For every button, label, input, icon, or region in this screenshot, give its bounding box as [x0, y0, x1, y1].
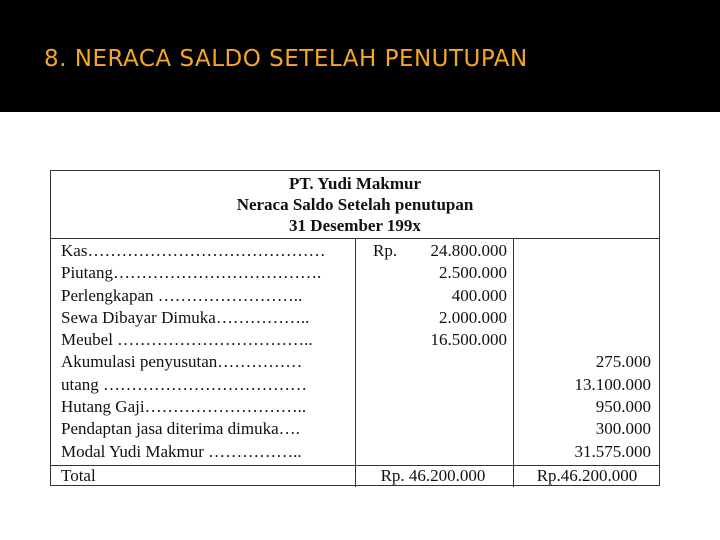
debit-amount: 16.500.000 [430, 330, 507, 350]
debit-amount: 24.800.000 [430, 241, 507, 260]
account-name: Kas…………………………………… [61, 241, 326, 260]
total-debit-amount: Rp. 46.200.000 [380, 466, 486, 485]
table-header [51, 171, 659, 239]
slide-title: 8. NERACA SALDO SETELAH PENUTUPAN [44, 46, 528, 72]
table-row [51, 307, 659, 329]
credit-amount: 950.000 [595, 397, 651, 417]
trial-balance-table [50, 170, 660, 486]
account-name: Piutang………………………………. [61, 263, 322, 283]
total-credit-amount: Rp.46.200.000 [536, 466, 638, 485]
account-name: utang ……………………………… [61, 374, 308, 394]
account-name: Modal Yudi Makmur …………….. [61, 441, 302, 461]
debit-amount: 400.000 [451, 285, 507, 305]
table-row [51, 329, 659, 351]
table-row [51, 441, 659, 463]
table-row [51, 351, 659, 373]
credit-amount: 13.100.000 [574, 374, 651, 394]
debit-amount: 2.500.000 [439, 263, 507, 283]
total-row [51, 465, 659, 488]
report-date: 31 Desember 199x [289, 216, 421, 235]
title-bar [0, 0, 720, 112]
table-row [51, 396, 659, 418]
table-row [51, 285, 659, 307]
account-name: Meubel …………………………….. [61, 330, 313, 350]
account-name: Akumulasi penyusutan…………… [61, 352, 303, 372]
company-name: PT. Yudi Makmur [288, 174, 422, 193]
report-name: Neraca Saldo Setelah penutupan [236, 195, 474, 214]
account-name: Perlengkapan …………………….. [61, 285, 303, 305]
credit-amount: 300.000 [595, 419, 651, 439]
credit-amount: 275.000 [595, 352, 651, 372]
account-rows [51, 240, 659, 463]
debit-amount: 2.000.000 [439, 307, 507, 327]
table-row [51, 374, 659, 396]
table-row [51, 262, 659, 284]
currency-label: Rp. [373, 241, 398, 260]
account-name: Pendaptan jasa diterima dimuka…. [61, 419, 300, 439]
total-label: Total [61, 466, 96, 485]
credit-amount: 31.575.000 [574, 441, 651, 461]
table-row [51, 418, 659, 440]
table-row [51, 240, 659, 262]
account-name: Hutang Gaji……………………….. [61, 397, 307, 417]
account-name: Sewa Dibayar Dimuka…………….. [61, 307, 310, 327]
